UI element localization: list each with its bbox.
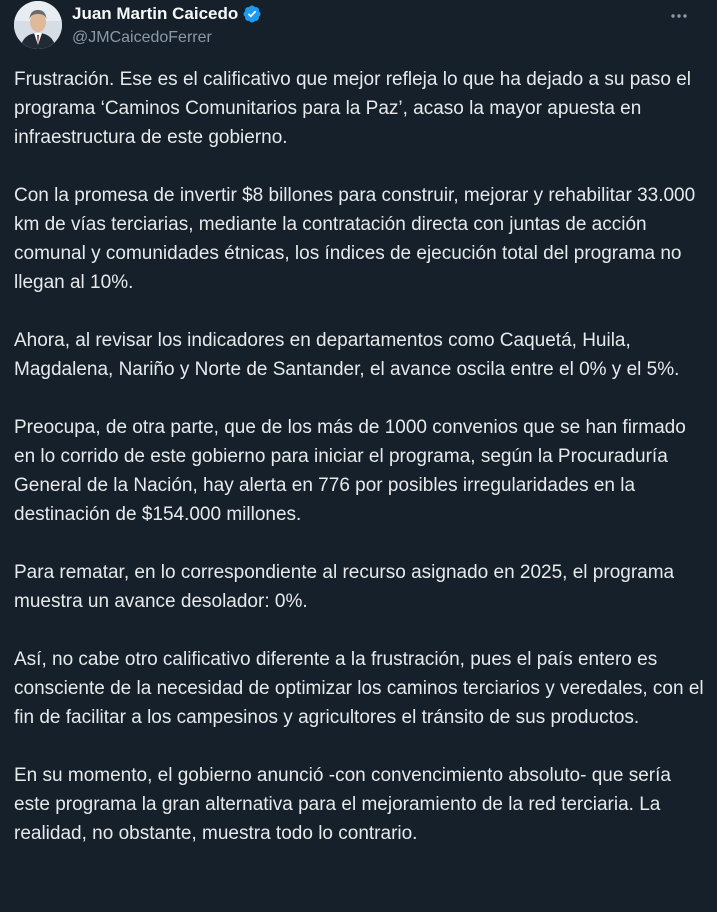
- post-text: [14, 65, 704, 848]
- post-paragraph-6: Así, no cabe otro calificativo diferente a la frustración, pues el país entero es consciente de la necesidad de optimizar los caminos terciarios y veredales, con el fin de facilitar a los campesinos y agricultores el tránsito de sus productos.: [14, 649, 704, 728]
- more-horizontal-icon: [669, 6, 689, 26]
- post-paragraph-2: Con la promesa de invertir $8 billones para construir, mejorar y rehabilitar 33.000 km de vías terciarias, mediante la contratación directa con juntas de acción comunal y comunidades étnicas, los índices de ejecución total del programa no llegan al 10%.: [14, 185, 696, 293]
- post-header: [14, 0, 703, 58]
- avatar[interactable]: [14, 1, 62, 49]
- post-paragraph-1: Frustración. Ese es el calificativo que mejor refleja lo que ha dejado a su paso el programa ‘Caminos Comunitarios para la Paz’, acaso la mayor apuesta en infraestructura de este gobierno.: [14, 69, 691, 148]
- display-name-row: [72, 3, 262, 25]
- author-names: [72, 3, 262, 47]
- more-options-button[interactable]: [665, 2, 693, 30]
- avatar-image: [14, 1, 62, 49]
- author-display-name[interactable]: Juan Martin Caicedo: [72, 4, 239, 23]
- author-handle[interactable]: @JMCaicedoFerrer: [72, 29, 212, 46]
- post-paragraph-7: En su momento, el gobierno anunció -con convencimiento absoluto- que sería este programa la gran alternativa para el mejoramiento de la red terciaria. La realidad, no obstante, muestra todo lo contrario.: [14, 765, 671, 844]
- post-paragraph-5: Para rematar, en lo correspondiente al recurso asignado en 2025, el programa muestra un avance desolador: 0%.: [14, 562, 675, 612]
- post-paragraph-4: Preocupa, de otra parte, que de los más de 1000 convenios que se han firmado en lo corrido de este gobierno para iniciar el programa, según la Procuraduría General de la Nación, hay alerta en 776 por posibles irregularidades en la destinación de $154.000 millones.: [14, 417, 686, 525]
- verified-badge-icon[interactable]: [242, 4, 262, 24]
- post-paragraph-3: Ahora, al revisar los indicadores en departamentos como Caquetá, Huila, Magdalena, Nariño y Norte de Santander, el avance oscila entre el 0% y el 5%.: [14, 330, 680, 380]
